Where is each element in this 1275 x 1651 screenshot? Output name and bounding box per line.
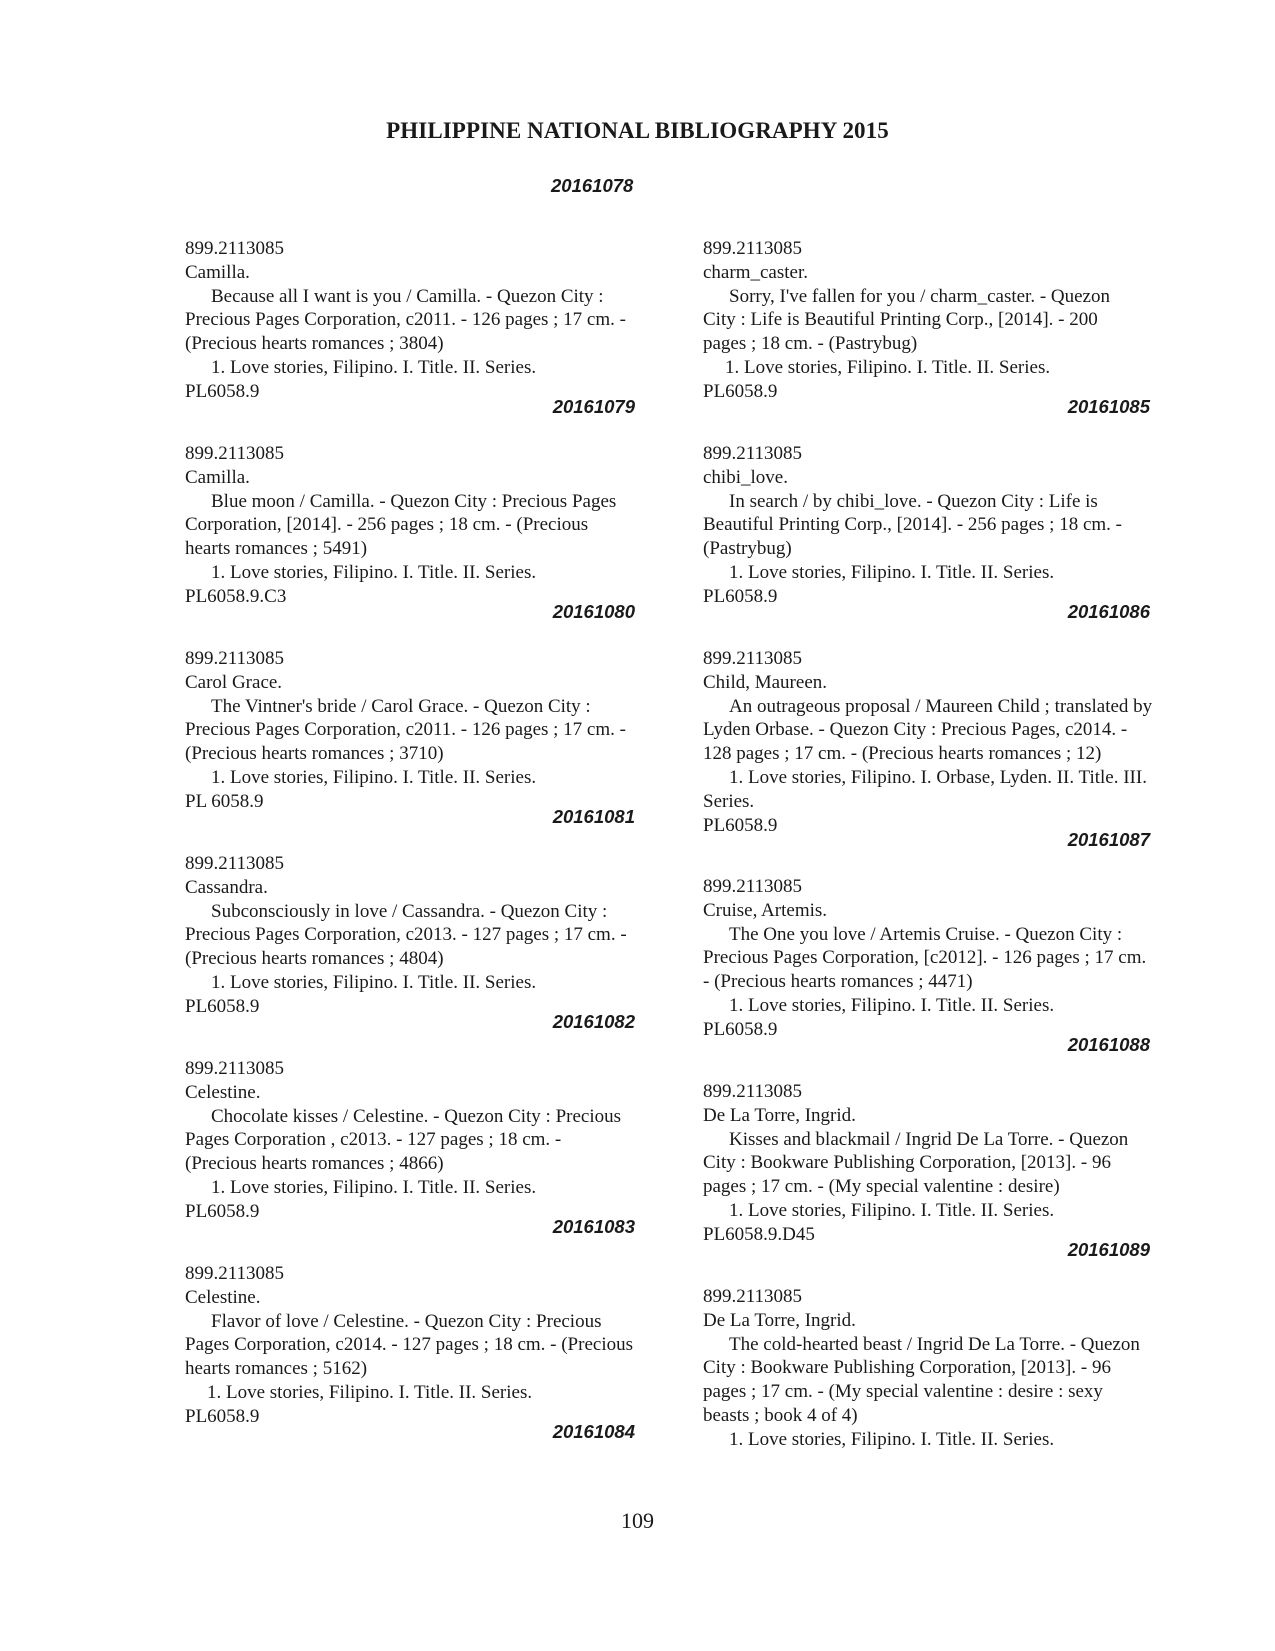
description-line: Because all I want is you / Camilla. - Quezon City : [211,285,604,307]
author: Celestine. [185,1286,261,1308]
subject-headings: 1. Love stories, Filipino. I. Title. II. Series. [211,561,537,583]
class-number: 899.2113085 [185,648,285,669]
description-line: (Precious hearts romances ; 3710) [185,743,444,765]
description-line: beasts ; book 4 of 4) [703,1404,858,1426]
description-line: Kisses and blackmail / Ingrid De La Torre. - Quezon [729,1128,1129,1150]
class-number: 899.2113085 [703,876,803,897]
call-number: PL6058.9 [185,1405,260,1427]
class-number: 899.2113085 [185,443,285,464]
accession-number: 20161087 [1067,829,1150,850]
catalog-entry [703,1080,1208,1247]
subject-headings: 1. Love stories, Filipino. I. Title. II. Series. [211,356,537,378]
catalog-entry [703,647,1208,837]
description-line: Corporation, [2014]. - 256 pages ; 18 cm. - (Precious [185,514,589,536]
description-line: Subconsciously in love / Cassandra. - Quezon City : [211,900,608,922]
catalog-entry [185,442,685,609]
accession-number: 20161084 [552,1421,635,1442]
description-line: In search / by chibi_love. - Quezon City : Life is [729,490,1098,512]
class-number: 899.2113085 [703,1081,803,1102]
author: Camilla. [185,466,250,488]
description-line: Pages Corporation, c2014. - 127 pages ; 18 cm. - (Precious [185,1334,633,1356]
accession-number: 20161086 [1067,601,1150,622]
description-line: (Precious hearts romances ; 4804) [185,948,444,970]
subject-headings: 1. Love stories, Filipino. I. Title. II. Series. [725,356,1051,378]
author: Child, Maureen. [703,671,828,693]
description-line: City : Life is Beautiful Printing Corp., [2014]. - 200 [703,309,1098,331]
author: De La Torre, Ingrid. [703,1309,856,1331]
subject-headings: 1. Love stories, Filipino. I. Title. II. Series. [211,971,537,993]
author: Celestine. [185,1081,261,1103]
accession-number: 20161089 [1067,1239,1150,1260]
page-number: 109 [621,1508,654,1533]
author: Cruise, Artemis. [703,899,828,921]
description-line: Blue moon / Camilla. - Quezon City : Precious Pages [211,490,617,512]
subject-headings: 1. Love stories, Filipino. I. Title. II. Series. [729,1199,1055,1221]
accession-number: 20161082 [552,1011,635,1032]
subject-headings: 1. Love stories, Filipino. I. Title. II. Series. [729,561,1055,583]
description-line: pages ; 18 cm. - (Pastrybug) [703,333,918,355]
description-line: Beautiful Printing Corp., [2014]. - 256 pages ; 18 cm. - [703,514,1122,536]
description-line: Precious Pages Corporation, c2011. - 126 pages ; 17 cm. - [185,309,626,331]
catalog-entry [703,442,1208,609]
accession-number: 20161078 [551,175,634,196]
accession-number: 20161081 [552,806,635,827]
description-line: Chocolate kisses / Celestine. - Quezon City : Precious [211,1105,622,1127]
call-number: PL6058.9.D45 [703,1223,815,1245]
description-line: An outrageous proposal / Maureen Child ; translated by [729,695,1153,717]
description-line: The One you love / Artemis Cruise. - Quezon City : [729,923,1123,945]
description-line: Precious Pages Corporation, c2011. - 126 pages ; 17 cm. - [185,719,626,741]
call-number: PL6058.9 [703,380,778,402]
description-line: - (Precious hearts romances ; 4471) [703,971,973,993]
description-line: Sorry, I've fallen for you / charm_caster. - Quezon [729,285,1110,307]
catalog-entry [185,1262,685,1429]
class-number: 899.2113085 [703,443,803,464]
description-line: pages ; 17 cm. - (My special valentine : desire : sexy [703,1381,1103,1403]
class-number: 899.2113085 [185,238,285,259]
description-line: The cold-hearted beast / Ingrid De La Torre. - Quezon [729,1333,1140,1355]
description-line: 128 pages ; 17 cm. - (Precious hearts romances ; 12) [703,743,1102,765]
description-line: (Precious hearts romances ; 4866) [185,1153,444,1175]
call-number: PL6058.9 [185,380,260,402]
class-number: 899.2113085 [185,853,285,874]
description-line: hearts romances ; 5491) [185,538,368,560]
call-number: PL6058.9 [185,1200,260,1222]
class-number: 899.2113085 [703,1286,803,1307]
catalog-entry [703,875,1208,1042]
description-line: (Pastrybug) [703,538,792,560]
subject-headings: 1. Love stories, Filipino. I. Title. II. Series. [729,994,1055,1016]
accession-number: 20161080 [552,601,635,622]
author: charm_caster. [703,261,808,283]
description-line: Precious Pages Corporation, [c2012]. - 126 pages ; 17 cm. [703,947,1147,969]
description-line: The Vintner's bride / Carol Grace. - Quezon City : [211,695,591,717]
subject-headings: 1. Love stories, Filipino. I. Title. II. Series. [211,1176,537,1198]
subject-headings: 1. Love stories, Filipino. I. Title. II. Series. [211,766,537,788]
description-line: (Precious hearts romances ; 3804) [185,333,444,355]
author: Camilla. [185,261,250,283]
author: Carol Grace. [185,671,283,693]
class-number: 899.2113085 [185,1058,285,1079]
accession-number: 20161083 [552,1216,635,1237]
call-number: PL6058.9 [185,995,260,1017]
accession-number: 20161088 [1067,1034,1150,1055]
description-line: City : Bookware Publishing Corporation, [2013]. - 96 [703,1357,1111,1379]
class-number: 899.2113085 [185,1263,285,1284]
author: Cassandra. [185,876,268,898]
description-line: Precious Pages Corporation, c2013. - 127 pages ; 17 cm. - [185,924,627,946]
subject-headings: 1. Love stories, Filipino. I. Orbase, Lyden. II. Title. III. [729,766,1147,788]
subject-headings: 1. Love stories, Filipino. I. Title. II. Series. [207,1381,533,1403]
author: De La Torre, Ingrid. [703,1104,856,1126]
subject-headings: 1. Love stories, Filipino. I. Title. II. Series. [729,1428,1055,1450]
call-number: PL6058.9 [703,814,778,836]
catalog-entry [185,237,685,404]
accession-number: 20161079 [552,396,635,417]
catalog-entry [185,1057,685,1224]
catalog-entry [703,237,1208,404]
class-number: 899.2113085 [703,238,803,259]
description-line: pages ; 17 cm. - (My special valentine : desire) [703,1176,1060,1198]
description-line: Lyden Orbase. - Quezon City : Precious Pages, c2014. - [703,719,1128,741]
catalog-entry [703,1285,1208,1452]
class-number: 899.2113085 [703,648,803,669]
call-number: PL6058.9 [703,1018,778,1040]
description-line: Pages Corporation , c2013. - 127 pages ; 18 cm. - [185,1129,562,1151]
page-title: PHILIPPINE NATIONAL BIBLIOGRAPHY 2015 [386,118,889,143]
description-line: hearts romances ; 5162) [185,1358,368,1380]
call-number: PL6058.9.C3 [185,585,287,607]
author: chibi_love. [703,466,788,488]
catalog-entry [185,852,685,1019]
subject-headings-continued: Series. [703,790,755,812]
call-number: PL 6058.9 [185,790,264,812]
call-number: PL6058.9 [703,585,778,607]
description-line: City : Bookware Publishing Corporation, [2013]. - 96 [703,1152,1111,1174]
description-line: Flavor of love / Celestine. - Quezon City : Precious [211,1310,602,1332]
catalog-entry [185,647,685,814]
accession-number: 20161085 [1067,396,1150,417]
